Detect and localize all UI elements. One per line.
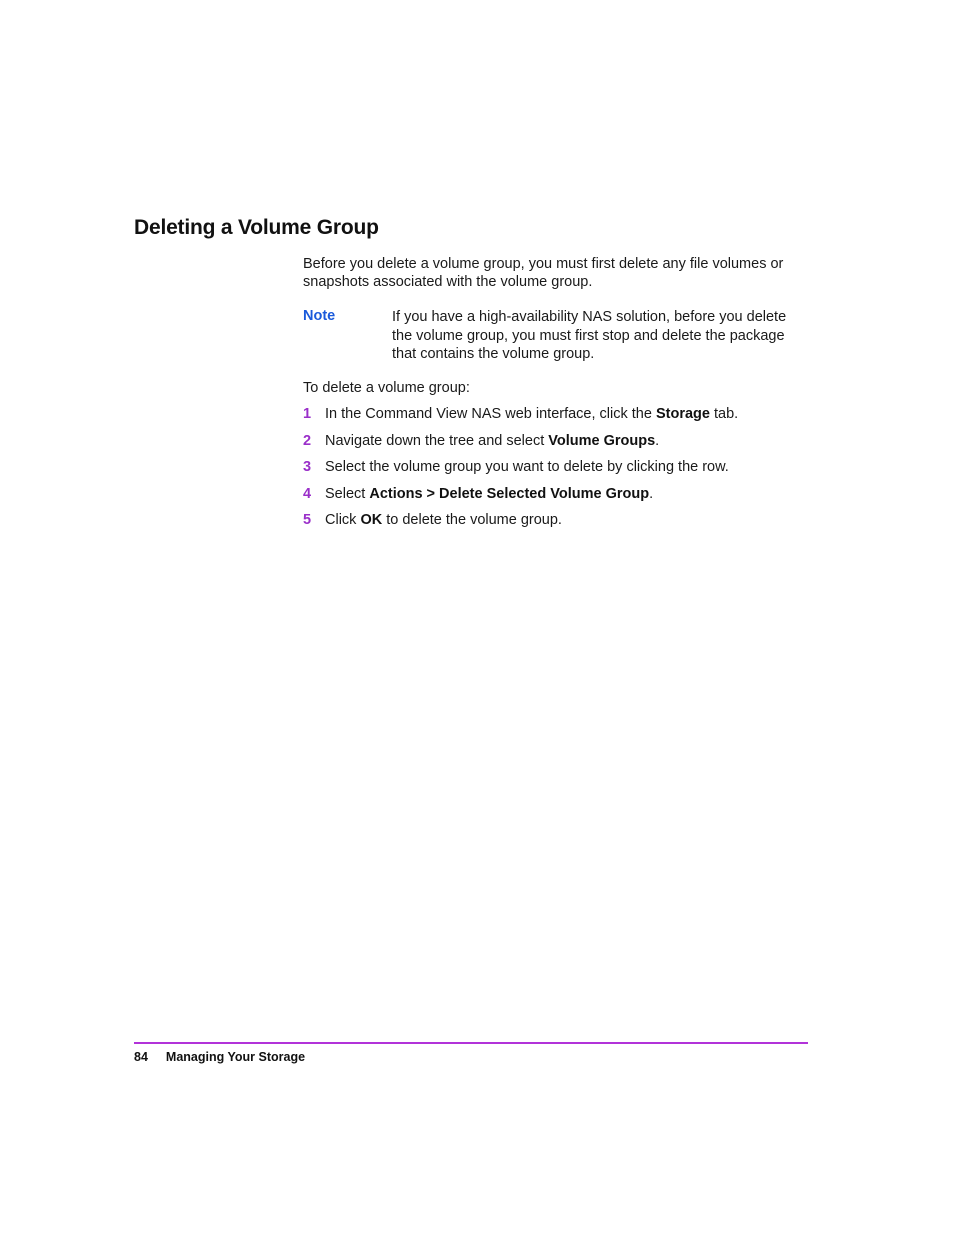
step-text: Select the volume group you want to delete by clicking the row. (325, 459, 729, 475)
step-ui-term: OK (360, 512, 383, 528)
step-3 (303, 458, 738, 485)
footer-rule (134, 1042, 808, 1044)
step-text-end: tab. (709, 406, 739, 422)
intro-paragraph: Before you delete a volume group, you must first delete any file volumes or snapshots associated with the volume group. (303, 256, 784, 290)
page-footer (134, 1050, 305, 1064)
procedure-steps (303, 405, 738, 538)
step-number: 3 (303, 459, 312, 475)
step-1 (303, 405, 738, 432)
step-5 (303, 511, 738, 538)
step-4 (303, 485, 738, 512)
page-number: 84 (134, 1050, 148, 1064)
step-ui-term: Volume Groups (548, 432, 656, 449)
step-text: In the Command View NAS web interface, click the (325, 406, 656, 422)
step-2 (303, 432, 738, 459)
step-text: Click (325, 512, 361, 528)
step-number: 1 (303, 406, 312, 422)
chapter-title: Managing Your Storage (165, 1050, 306, 1064)
step-text: Select (325, 485, 370, 502)
step-ui-term: Storage (655, 406, 710, 422)
procedure-lead: To delete a volume group: (303, 380, 470, 396)
step-number: 4 (303, 485, 312, 502)
step-text: Navigate down the tree and select (325, 432, 549, 449)
step-text-end: . (649, 485, 654, 502)
step-text-end: . (655, 432, 660, 449)
note-label: Note (303, 308, 336, 324)
step-ui-term: Actions > Delete Selected Volume Group (369, 485, 650, 502)
step-number: 5 (303, 512, 312, 528)
step-text-end: to delete the volume group. (382, 512, 562, 528)
note-text: If you have a high-availability NAS solution, before you delete the volume group, you must first stop and delete the package that contains the volume group. (392, 309, 787, 362)
section-heading: Deleting a Volume Group (134, 216, 379, 239)
step-number: 2 (303, 432, 312, 449)
